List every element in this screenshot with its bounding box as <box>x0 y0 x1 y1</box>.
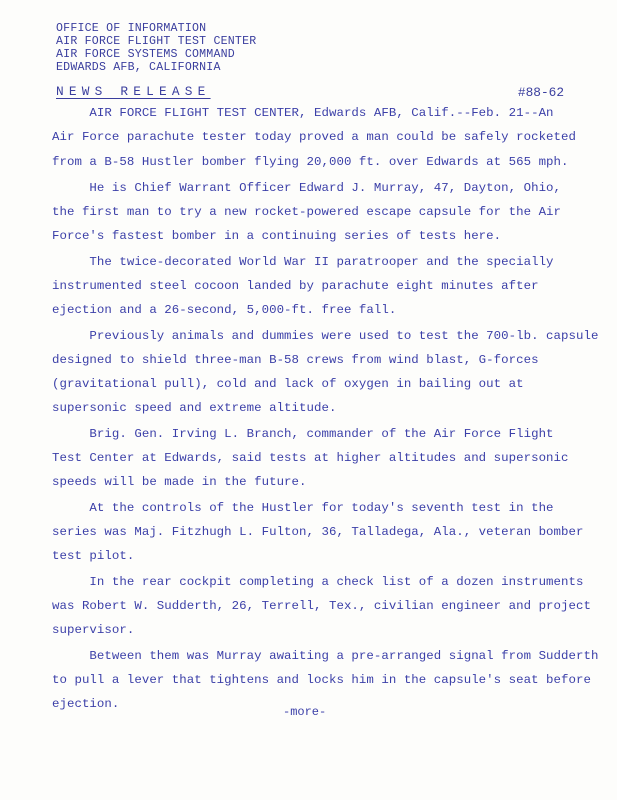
body-line: supervisor. <box>52 623 135 637</box>
office-header <box>56 22 256 74</box>
body-line: to pull a lever that tightens and locks him in the capsule's seat before <box>52 673 591 687</box>
release-heading-row <box>56 84 564 104</box>
body-line: (gravitational pull), cold and lack of oxygen in bailing out at <box>52 377 524 391</box>
body-line: Force's fastest bomber in a continuing series of tests here. <box>52 229 502 243</box>
body-line: ejection and a 26-second, 5,000-ft. free fall. <box>52 303 397 317</box>
body-line: In the rear cockpit completing a check list of a dozen instruments <box>52 575 584 589</box>
body-line: designed to shield three-man B-58 crews from wind blast, G-forces <box>52 353 539 367</box>
header-line-command: AIR FORCE SYSTEMS COMMAND <box>56 48 235 61</box>
body-line: AIR FORCE FLIGHT TEST CENTER, Edwards AFB, Calif.--Feb. 21--An <box>52 106 554 120</box>
body-line: Air Force parachute tester today proved a man could be safely rocketed <box>52 130 576 144</box>
body-line: Test Center at Edwards, said tests at higher altitudes and supersonic <box>52 451 569 465</box>
body-line: At the controls of the Hustler for today's seventh test in the <box>52 501 554 515</box>
body-line: instrumented steel cocoon landed by parachute eight minutes after <box>52 279 539 293</box>
body-line: The twice-decorated World War II paratrooper and the specially <box>52 255 554 269</box>
header-line-center: AIR FORCE FLIGHT TEST CENTER <box>56 35 257 48</box>
header-line-location: EDWARDS AFB, CALIFORNIA <box>56 61 221 74</box>
body-line: ejection. <box>52 697 120 711</box>
news-release-title: NEWS RELEASE <box>56 84 211 99</box>
body-line: Brig. Gen. Irving L. Branch, commander of the Air Force Flight <box>52 427 554 441</box>
body-line: He is Chief Warrant Officer Edward J. Murray, 47, Dayton, Ohio, <box>52 181 562 195</box>
body-line: the first man to try a new rocket-powered escape capsule for the Air <box>52 205 562 219</box>
release-number: #88-62 <box>517 85 564 100</box>
body-line: speeds will be made in the future. <box>52 475 307 489</box>
body-line: was Robert W. Sudderth, 26, Terrell, Tex., civilian engineer and project <box>52 599 591 613</box>
header-line-office: OFFICE OF INFORMATION <box>56 22 207 35</box>
body-line: series was Maj. Fitzhugh L. Fulton, 36, Talladega, Ala., veteran bomber <box>52 525 584 539</box>
body-line: from a B-58 Hustler bomber flying 20,000 ft. over Edwards at 565 mph. <box>52 155 569 169</box>
body-line: Between them was Murray awaiting a pre-arranged signal from Sudderth <box>52 649 599 663</box>
body-line: Previously animals and dummies were used to test the 700-lb. capsule <box>52 329 599 343</box>
continued-marker: -more- <box>283 705 327 719</box>
body-line: test pilot. <box>52 549 135 563</box>
body-line: supersonic speed and extreme altitude. <box>52 401 337 415</box>
